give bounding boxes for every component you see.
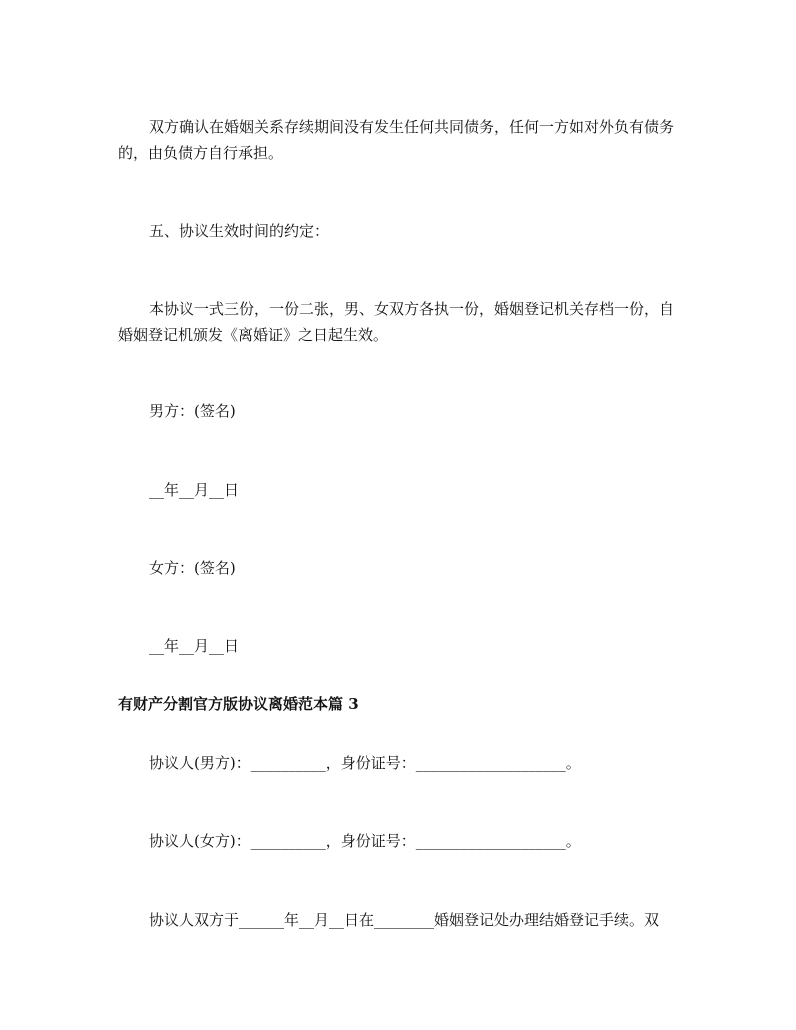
- paragraph-section-five-heading: 五、协议生效时间的约定：: [149, 222, 330, 240]
- paragraph-female-signature: 女方：(签名): [149, 559, 236, 577]
- section-title: 有财产分割官方版协议离婚范本篇 3: [118, 695, 359, 713]
- paragraph-debt-confirmation: 双方确认在婚姻关系存续期间没有发生任何共同债务，任何一方如对外负有债务的，由负债方自行承担。: [118, 118, 675, 162]
- paragraph-male-date: __年__月__日: [149, 481, 240, 499]
- paragraph-female-date: __年__月__日: [149, 637, 240, 655]
- paragraph-party-male: 协议人(男方)：__________，身份证号：____________________。: [149, 754, 581, 772]
- paragraph-marriage-registration: 协议人双方于______年__月__日在________婚姻登记处办理结婚登记手续。双: [149, 911, 660, 929]
- paragraph-effective-date: 本协议一式三份，一份二张，男、女双方各执一份，婚姻登记机关存档一份，自婚姻登记机颁发《离婚证》之日起生效。: [118, 300, 675, 344]
- paragraph-party-female: 协议人(女方)：__________，身份证号：____________________。: [149, 832, 581, 850]
- paragraph-male-signature: 男方：(签名): [149, 402, 236, 420]
